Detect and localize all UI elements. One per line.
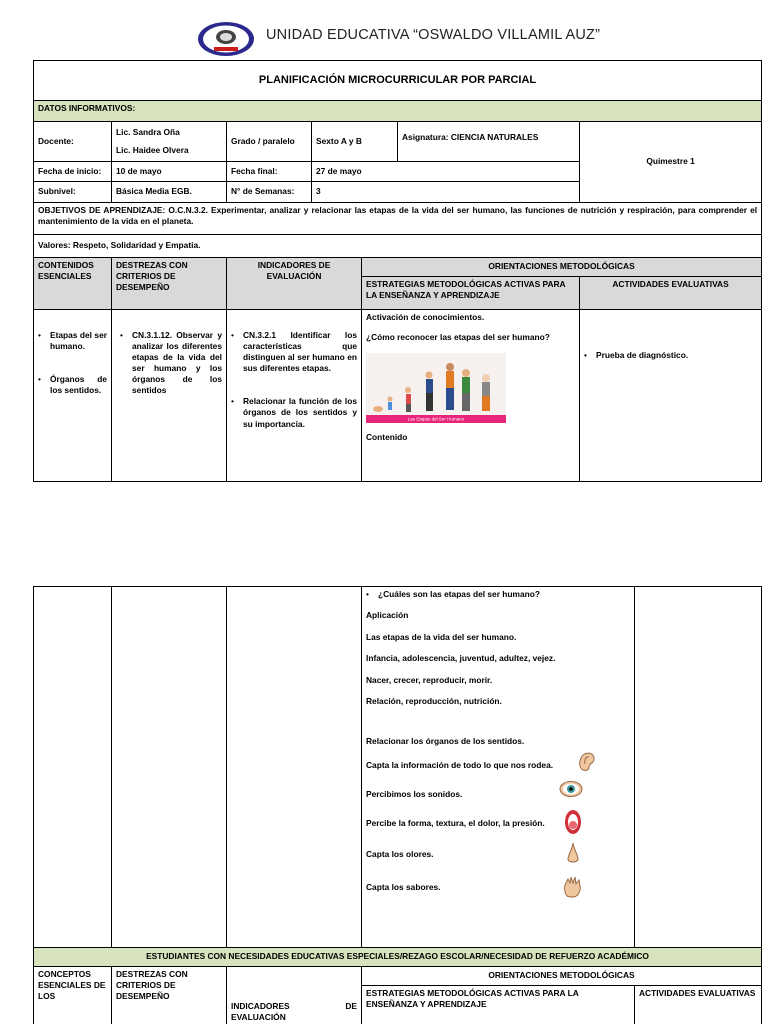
contenido-item-1: • Etapas del ser humano. (38, 330, 107, 352)
p2-col-orientaciones: ORIENTACIONES METODOLÓGICAS (362, 967, 762, 986)
estrategias-cell (362, 310, 580, 482)
bullet-icon: • (584, 350, 587, 360)
hand-icon (562, 874, 584, 898)
bullet-icon: • (366, 589, 369, 599)
valores: Valores: Respeto, Solidaridad y Empatía. (34, 235, 762, 258)
activacion-text: Activación de conocimientos. (366, 312, 485, 322)
p2-pregunta-item: • ¿Cuáles son las etapas del ser humano? (366, 589, 540, 599)
image-caption: Las Etapas del Ser Humano (407, 416, 465, 422)
fecha-inicio-value: 10 de mayo (112, 162, 227, 182)
ear-icon (577, 750, 597, 772)
p2-line-5: Relacionar los órganos de los sentidos. (366, 735, 525, 746)
actividad-item-1: • Prueba de diagnóstico. (584, 350, 689, 360)
p2-col-estrategias: ESTRATEGIAS METODOLÓGICAS ACTIVAS PARA LA ENSEÑANZA Y APRENDIZAJE (362, 986, 635, 1024)
human-stages-image (366, 353, 506, 423)
destrezas-cell (112, 310, 227, 482)
indicadores-cell (227, 310, 362, 482)
p2-line-4: Relación, reproducción, nutrición. (366, 696, 502, 707)
p2-sense-1: Capta la información de todo lo que nos rodea. (366, 759, 554, 770)
p2-indicadores-cell (227, 587, 362, 948)
p2-contenidos-cell (34, 587, 112, 948)
docente-1: Lic. Sandra Oña (116, 127, 180, 138)
p2-sense-5: Capta los sabores. (366, 882, 441, 893)
nose-icon (566, 842, 580, 864)
col-estrategias: ESTRATEGIAS METODOLÓGICAS ACTIVAS PARA LA ENSEÑANZA Y APRENDIZAJE (362, 277, 580, 310)
p2-sense-3: Percibe la forma, textura, el dolor, la presión. (366, 817, 545, 828)
school-name: UNIDAD EDUCATIVA “OSWALDO VILLAMIL AUZ” (266, 27, 601, 43)
mouth-icon (564, 809, 582, 835)
planning-table-page-2 (33, 586, 762, 1024)
docente-value (112, 122, 227, 162)
contenido-label: Contenido (366, 432, 408, 443)
planning-table-page-1 (33, 60, 762, 482)
p2-line-2: Infancia, adolescencia, juventud, adultez, vejez. (366, 653, 556, 664)
indicador-item-2: • Relacionar la función de los órganos de los sentidos y su importancia. (231, 396, 357, 429)
indicador-item-1: • CN.3.2.1 Identificar los características que distinguen al ser humano en sus diferentes etapas. (231, 330, 357, 374)
p2-actividades-cell (635, 587, 762, 948)
contenido-item-2: • Órganos de los sentidos. (38, 374, 107, 396)
col-orientaciones: ORIENTACIONES METODOLÓGICAS (362, 258, 762, 277)
bullet-icon: • (231, 396, 234, 407)
docente-2: Lic. Haidee Olvera (116, 144, 189, 155)
fecha-inicio-label: Fecha de inicio: (34, 162, 112, 182)
objetivos-aprendizaje: OBJETIVOS DE APRENDIZAJE: O.C.N.3.2. Experimentar, analizar y relacionar las etapas de la vida del ser humano, las funciones de nutrición y respiración, para comprender el mantenimiento de la vida en el planeta. (34, 203, 762, 235)
semanas-label: N° de Semanas: (227, 182, 312, 203)
grado-value: Sexto A y B (312, 122, 398, 162)
p2-sense-2: Percibimos los sonidos. (366, 788, 463, 799)
p2-col-actividades: ACTIVIDADES EVALUATIVAS (635, 986, 762, 1024)
p2-col-indicadores (227, 967, 362, 1024)
col-actividades: ACTIVIDADES EVALUATIVAS (580, 277, 762, 310)
p2-estrategias-cell (362, 587, 635, 948)
pregunta-text: ¿Cómo reconocer las etapas del ser humano? (366, 332, 550, 343)
p2-line-3: Nacer, crecer, reproducir, morir. (366, 674, 493, 685)
p2-aplicacion: Aplicación (366, 610, 409, 621)
subnivel-value: Básica Media EGB. (112, 182, 227, 203)
p2-sense-4: Capta los olores. (366, 848, 434, 859)
p2-col-indicadores-b: DE (345, 1000, 357, 1011)
fecha-final-value: 27 de mayo (312, 162, 580, 182)
semanas-value: 3 (312, 182, 580, 203)
eye-icon (559, 780, 583, 798)
bullet-icon: • (38, 330, 41, 340)
fecha-final-label: Fecha final: (227, 162, 312, 182)
p2-col-destrezas: DESTREZAS CON CRITERIOS DE DESEMPEÑO (112, 967, 227, 1024)
docente-label: Docente: (34, 122, 112, 162)
document-title: PLANIFICACIÓN MICROCURRICULAR POR PARCIAL (34, 61, 762, 101)
bullet-icon: • (120, 330, 123, 340)
quimestre: Quimestre 1 (580, 122, 762, 203)
contenidos-cell (34, 310, 112, 482)
p2-col-indicadores-a: INDICADORES (231, 1000, 290, 1011)
col-destrezas: DESTREZAS CON CRITERIOS DE DESEMPEÑO (112, 258, 227, 310)
actividades-cell (580, 310, 762, 482)
destreza-item: • CN.3.1.12. Observar y analizar los diferentes etapas de la vida del ser humano y los órganos de los sentidos (120, 330, 222, 396)
p2-col-conceptos: CONCEPTOS ESENCIALES DE LOS (34, 967, 112, 1024)
bullet-icon: • (38, 374, 41, 385)
document-header (0, 18, 768, 62)
grado-label: Grado / paralelo (227, 122, 312, 162)
col-contenidos-esenciales: CONTENIDOS ESENCIALES (34, 258, 112, 310)
school-logo (196, 20, 256, 58)
p2-col-indicadores-c: EVALUACIÓN (231, 1011, 286, 1022)
datos-informativos-label: DATOS INFORMATIVOS: (34, 101, 762, 122)
subnivel-label: Subnivel: (34, 182, 112, 203)
asignatura: Asignatura: CIENCIA NATURALES (398, 122, 580, 162)
nee-header: ESTUDIANTES CON NECESIDADES EDUCATIVAS ESPECIALES/REZAGO ESCOLAR/NECESIDAD DE REFUERZO ACADÉMICO (34, 948, 762, 967)
p2-line-1: Las etapas de la vida del ser humano. (366, 631, 517, 642)
col-indicadores: INDICADORES DE EVALUACIÓN (227, 258, 362, 310)
p2-destrezas-cell (112, 587, 227, 948)
bullet-icon: • (231, 330, 234, 340)
